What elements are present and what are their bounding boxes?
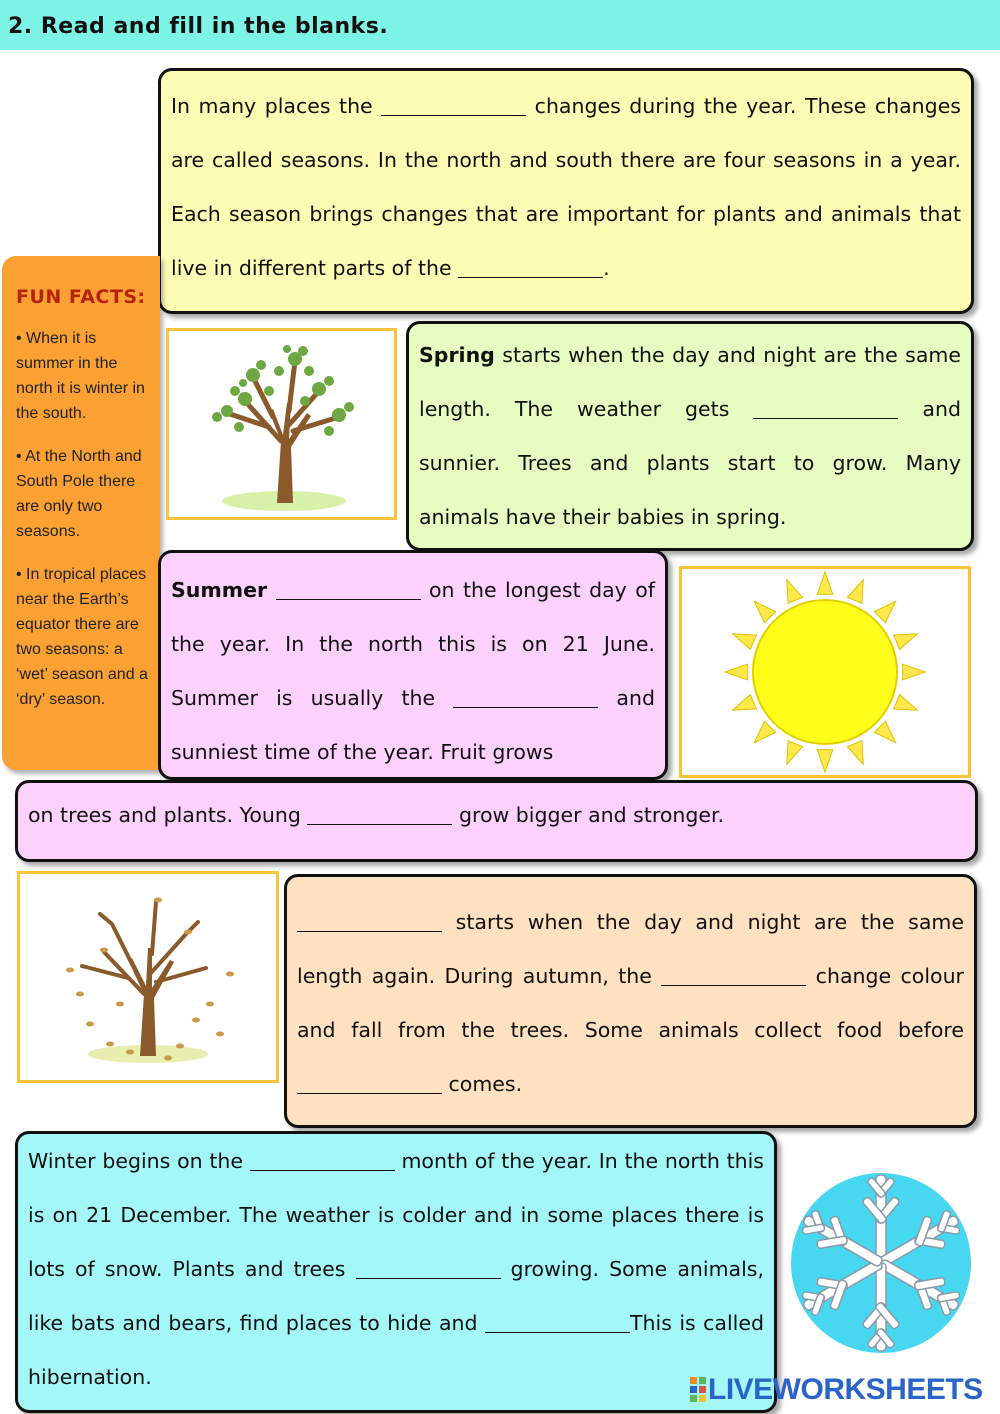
intro-paragraph: In many places the changes during the year. These changes are called seasons. In the north and south there are four seasons in a year. Each season brings changes that are important for plants and animals that live in different parts of the .: [171, 94, 961, 280]
blank-input-2[interactable]: [458, 260, 603, 278]
spring-tree-icon: [169, 331, 394, 517]
summer-paragraph: Summer on the longest day of the year. In the north this is on 21 June. Summer is usually the and sunniest time of the year. Fruit grows: [171, 578, 655, 764]
autumn-box: [284, 874, 977, 1128]
page-title: 2. Read and fill in the blanks.: [8, 14, 389, 39]
blank-input-9[interactable]: [297, 1076, 442, 1094]
intro-box: [158, 68, 974, 314]
sun-ray: [754, 601, 775, 622]
blank-input-10[interactable]: [250, 1153, 395, 1171]
sun-ray: [894, 695, 918, 711]
logo-text: LIVEWORKSHEETS: [708, 1373, 983, 1406]
blank-input-6[interactable]: [307, 807, 452, 825]
header-bar: [0, 0, 1000, 50]
liveworksheets-logo-icon: [690, 1377, 706, 1403]
sun-ray: [787, 580, 803, 604]
sun-ray: [874, 721, 895, 742]
fun-facts-title: FUN FACTS:: [16, 286, 146, 308]
snowflake-icon: [786, 1158, 976, 1368]
summer-heading: Summer: [171, 578, 268, 602]
blank-input-5[interactable]: [453, 690, 598, 708]
sun-ray: [733, 695, 757, 711]
summer-box: [158, 550, 668, 780]
sun-image: [679, 566, 971, 778]
blank-input-4[interactable]: [276, 582, 421, 600]
sun-ray: [874, 601, 895, 622]
sun-ray: [894, 634, 918, 650]
spring-paragraph: Spring starts when the day and night are the same length. The weather gets and sunnier. Trees and plants start to grow. Many animals have their babies in spring.: [419, 343, 961, 529]
summer-paragraph-continued: on trees and plants. Young grow bigger and stronger.: [28, 803, 725, 827]
blank-input-8[interactable]: [661, 968, 806, 986]
winter-paragraph: Winter begins on the month of the year. In the north this is on 21 December. The weather is colder and in some places there is lots of snow. Plants and trees growing. Some animals, like bats and bears, find places to hide and This is called hibernation.: [28, 1149, 764, 1389]
sun-ray: [817, 750, 833, 772]
blank-input-7[interactable]: [297, 914, 442, 932]
fun-fact-item: • In tropical places near the Earth’s equator there are two seasons: a ‘wet’ season and a ‘dry’ season.: [16, 566, 148, 708]
sun-ray: [754, 721, 775, 742]
sun-icon: [682, 569, 968, 775]
autumn-tree-icon: [20, 874, 276, 1080]
summer-box-continued: [15, 780, 978, 862]
blank-input-1[interactable]: [381, 98, 526, 116]
sun-ray: [848, 741, 864, 765]
blank-input-11[interactable]: [356, 1261, 501, 1279]
spring-box: [406, 321, 974, 551]
winter-box: [15, 1131, 777, 1413]
spring-tree-image: [166, 328, 397, 520]
sun-ray: [733, 634, 757, 650]
sun-ray: [848, 580, 864, 604]
blank-input-12[interactable]: [485, 1315, 630, 1333]
liveworksheets-logo: [690, 1372, 983, 1408]
sun-ray: [817, 572, 833, 594]
fun-facts-panel: [2, 256, 160, 770]
blank-input-3[interactable]: [753, 401, 898, 419]
sun-ray: [903, 664, 925, 680]
snowflake-image: [786, 1158, 976, 1368]
autumn-tree-image: [17, 871, 279, 1083]
fun-fact-item: • When it is summer in the north it is winter in the south.: [16, 330, 145, 422]
autumn-paragraph: starts when the day and night are the same length again. During autumn, the change colour and fall from the trees. Some animals collect food before comes.: [297, 910, 964, 1096]
sun-ray: [725, 664, 747, 680]
fun-fact-item: • At the North and South Pole there are only two seasons.: [16, 448, 142, 540]
spring-heading: Spring: [419, 343, 495, 367]
sun-ray: [787, 741, 803, 765]
